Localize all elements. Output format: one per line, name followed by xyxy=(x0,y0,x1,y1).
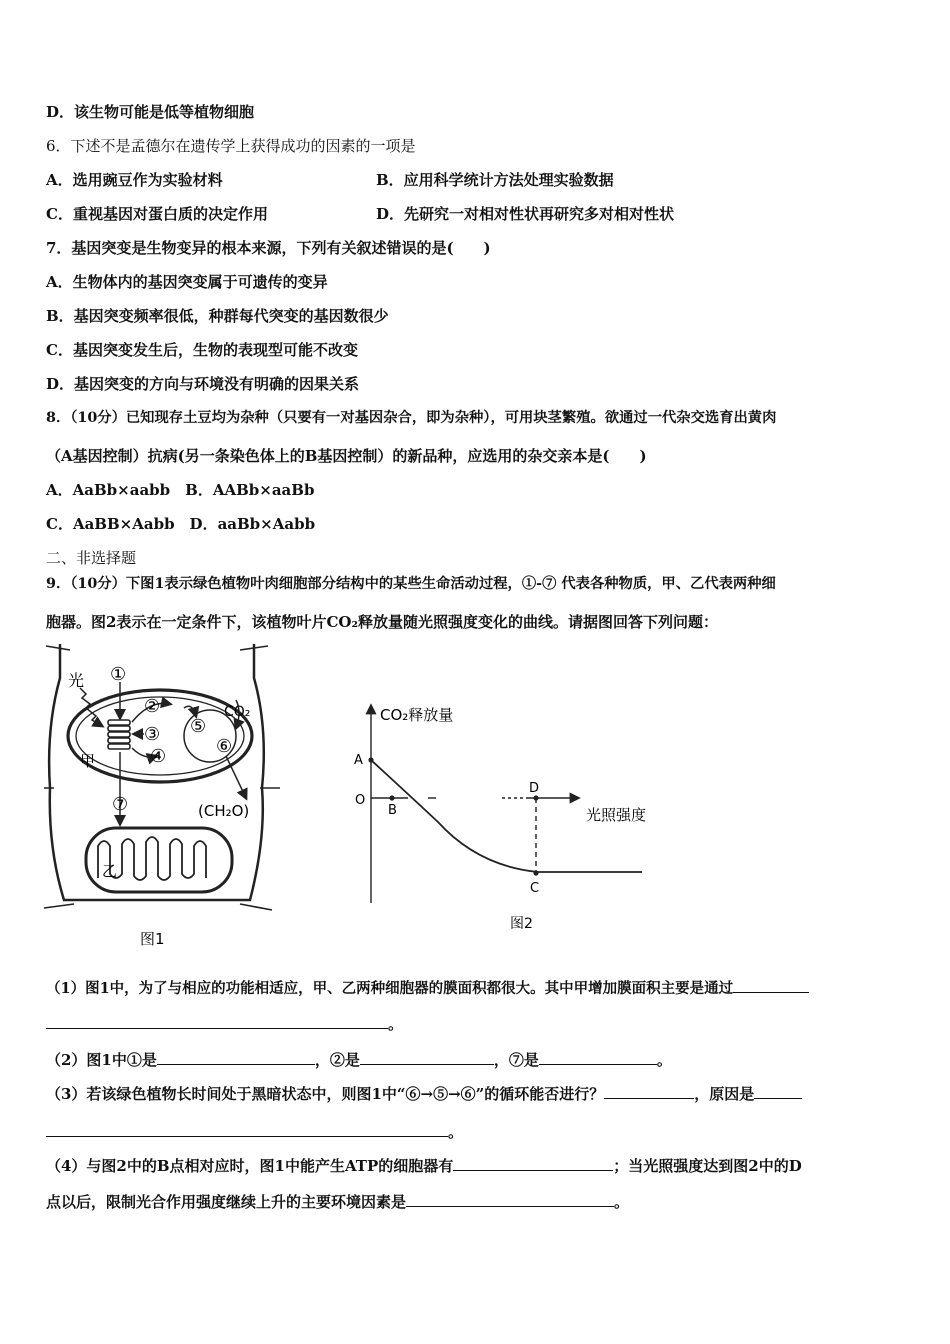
origin-label: O xyxy=(355,793,366,808)
q7-option-b: B．基因突变频率很低，种群每代突变的基因数很少 xyxy=(46,307,389,325)
q9-sub4-blank-2[interactable] xyxy=(406,1192,614,1207)
q9-sub4-text-b: ；当光照强度达到图2中的D xyxy=(613,1157,802,1175)
label-2: ② xyxy=(144,696,161,717)
point-d-label: D xyxy=(529,781,540,796)
q9-sub3-blank-3[interactable] xyxy=(46,1122,448,1137)
q9-stem-line1: 9．（10分）下图1表示绿色植物叶肉细胞部分结构中的某些生命活动过程，①-⑦ 代表各种物质，甲、乙代表两种细 xyxy=(46,576,776,592)
light-label: 光 xyxy=(68,671,85,690)
jia-label: 甲 xyxy=(80,752,96,770)
q7-option-a: A．生物体内的基因突变属于可遗传的变异 xyxy=(46,273,328,291)
q9-sub1-end: 。 xyxy=(388,1015,404,1033)
figure-2-co2-curve xyxy=(348,698,658,938)
q5-option-d: D．该生物可能是低等植物细胞 xyxy=(46,103,255,121)
section-heading: 二、非选择题 xyxy=(46,549,137,567)
label-6: ⑥ xyxy=(216,736,233,757)
x-axis-label: 光照强度 xyxy=(586,806,647,824)
q9-sub4-end: 。 xyxy=(614,1193,630,1211)
q9-sub4-text-c: 点以后，限制光合作用强度继续上升的主要环境因素是 xyxy=(46,1193,407,1211)
point-a-label: A xyxy=(354,753,363,768)
q8-options-ab: A．AaBb×aabb B．AABb×aaBb xyxy=(46,481,315,499)
q9-sub1-blank-a[interactable] xyxy=(733,978,809,993)
co2-label: CO₂ xyxy=(224,704,251,720)
q9-sub2 xyxy=(46,1050,672,1070)
q6-option-c: C．重视基因对蛋白质的决定作用 xyxy=(46,205,268,223)
q9-sub4-text-a: （4）与图2中的B点相对应时，图1中能产生ATP的细胞器有 xyxy=(46,1157,454,1175)
q6-option-b: B．应用科学统计方法处理实验数据 xyxy=(376,171,614,189)
yi-label: 乙 xyxy=(102,862,118,880)
point-c-label: C xyxy=(530,881,540,896)
figure-2-caption: 图2 xyxy=(510,916,533,932)
label-1: ① xyxy=(110,664,127,685)
q9-sub2-text-a: （2）图1中①是 xyxy=(46,1051,157,1069)
q9-sub3-blank-1[interactable] xyxy=(604,1084,694,1099)
q7-option-d: D．基因突变的方向与环境没有明确的因果关系 xyxy=(46,375,360,393)
label-4: ④ xyxy=(150,746,167,767)
q9-sub2-blank-3[interactable] xyxy=(539,1050,657,1065)
q6-option-d: D．先研究一对相对性状再研究多对相对性状 xyxy=(376,205,675,223)
q9-sub2-end: 。 xyxy=(656,1051,672,1069)
q9-sub2-text-b: ，②是 xyxy=(314,1051,360,1069)
label-5: ⑤ xyxy=(190,716,207,737)
q9-sub4 xyxy=(46,1156,802,1176)
q6-option-a: A．选用豌豆作为实验材料 xyxy=(46,171,223,189)
q8-options-cd: C．AaBB×Aabb D．aaBb×Aabb xyxy=(46,515,316,533)
q9-sub1-text: （1）图1中，为了与相应的功能相适应，甲、乙两种细胞器的膜面积都很大。其中甲增加膜面积主要是通过 xyxy=(46,980,734,997)
q9-sub1-blank-b[interactable] xyxy=(46,1014,388,1029)
q9-sub3-text-a: （3）若该绿色植物长时间处于黑暗状态中，则图1中“⑥→⑤→⑥”的循环能否进行？ xyxy=(46,1085,605,1103)
figure-1-caption: 图1 xyxy=(140,930,165,948)
q9-sub1-cont xyxy=(46,1014,403,1034)
q7-option-c: C．基因突变发生后，生物的表现型可能不改变 xyxy=(46,341,358,359)
q9-sub4-cont xyxy=(46,1192,629,1212)
figure-1-cell-diagram xyxy=(40,638,290,954)
q6-stem: 6．下述不是孟德尔在遗传学上获得成功的因素的一项是 xyxy=(46,137,416,155)
q9-stem-line2: 胞器。图2表示在一定条件下，该植物叶片CO₂释放量随光照强度变化的曲线。请据图回答下列问题： xyxy=(46,613,719,631)
q8-stem-line2: （A基因控制）抗病(另一条染色体上的B基因控制）的新品种，应选用的杂交亲本是( ) xyxy=(46,447,647,465)
q9-sub1 xyxy=(46,978,809,999)
q9-sub2-blank-2[interactable] xyxy=(360,1050,494,1065)
q9-sub3-blank-2[interactable] xyxy=(754,1084,802,1099)
label-3: ③ xyxy=(144,724,161,745)
y-axis-label: CO₂释放量 xyxy=(380,706,454,724)
q9-sub3-end: 。 xyxy=(448,1123,464,1141)
q7-stem: 7．基因突变是生物变异的根本来源，下列有关叙述错误的是( ) xyxy=(46,239,491,257)
label-7: ⑦ xyxy=(112,794,129,815)
q9-sub2-text-c: ，⑦是 xyxy=(493,1051,539,1069)
q9-sub2-blank-1[interactable] xyxy=(157,1050,315,1065)
q8-stem-line1: 8．（10分）已知现存土豆均为杂种（只要有一对基因杂合，即为杂种），可用块茎繁殖。欲通过一代杂交选育出黄肉 xyxy=(46,410,777,426)
ch2o-label: (CH₂O) xyxy=(198,802,250,820)
q9-sub3-cont xyxy=(46,1122,463,1142)
point-b-label: B xyxy=(388,803,397,818)
q9-sub4-blank-1[interactable] xyxy=(453,1156,613,1171)
q9-sub3-text-b: ，原因是 xyxy=(694,1085,755,1103)
q9-sub3 xyxy=(46,1084,802,1104)
